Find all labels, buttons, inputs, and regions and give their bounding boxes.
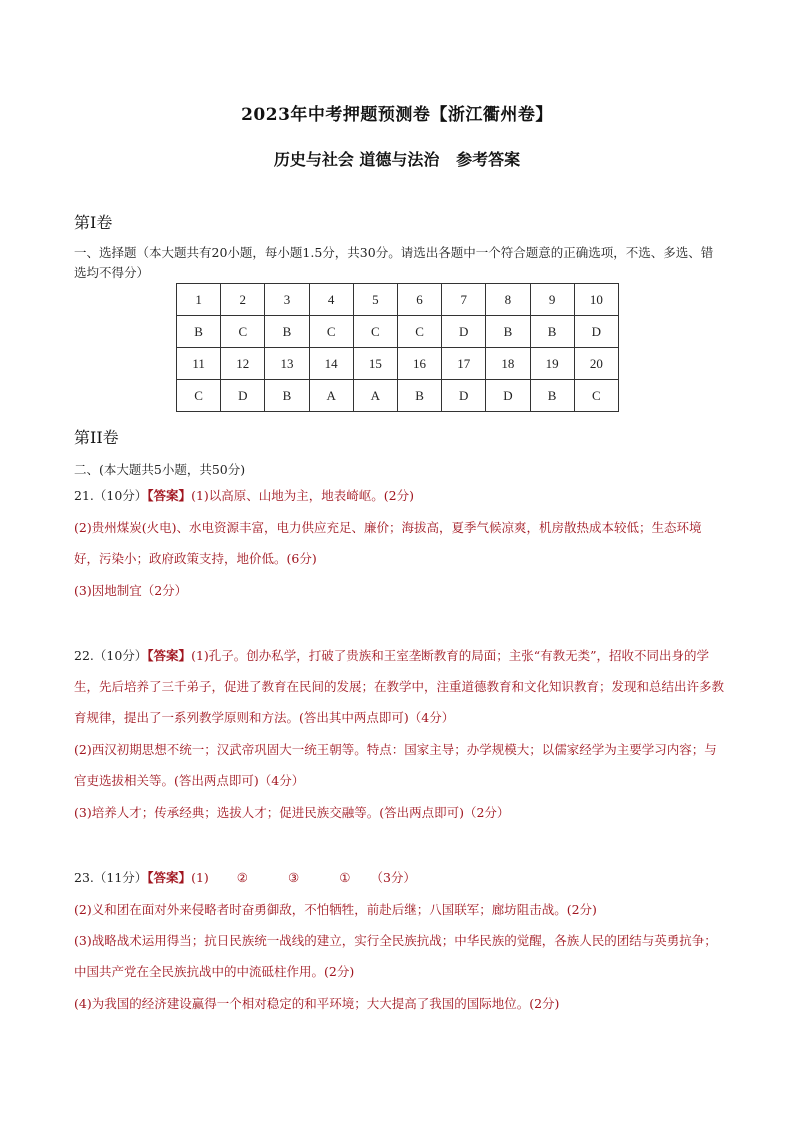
page-title: 2023年中考押题预测卷【浙江衢州卷】	[241, 105, 553, 125]
answer-letter-cell: B	[177, 316, 221, 348]
question-number-cell: 2	[221, 284, 265, 316]
answer-letter-cell: D	[442, 316, 486, 348]
question-number-cell: 8	[486, 284, 530, 316]
question-number-row	[177, 348, 619, 380]
q22-part-3: (3)培养人才；传承经典；选拔人才；促进民族交融等。(答出两点即可)（2分）	[74, 805, 510, 820]
answer-letter-cell: B	[397, 380, 441, 412]
question-number-cell: 20	[574, 348, 618, 380]
answer-letter-cell: C	[177, 380, 221, 412]
question-number-cell: 3	[265, 284, 309, 316]
q21-part-2: (2)贵州煤炭(火电)、水电资源丰富，电力供应充足、廉价；海拔高，夏季气候凉爽，机房散热成本较低；生态环境好，污染小；政府政策支持，地价低。(6分)	[74, 520, 702, 566]
page-subtitle: 历史与社会 道德与法治 参考答案	[273, 150, 521, 169]
answer-letter-cell: B	[265, 316, 309, 348]
q22-answer-tag: 【答案】	[147, 648, 192, 663]
answer-letter-cell: C	[353, 316, 397, 348]
question-number-cell: 11	[177, 348, 221, 380]
q22-part-1: (1)孔子。创办私学，打破了贵族和王室垄断教育的局面；主张“有教无类”，招收不同出身的学生，先后培养了三千弟子，促进了教育在民间的发展；在教学中，注重道德教育和文化知识教育；发现和总结出许多教育规律，提出了一系列教学原则和方法。(答出其中两点即可)（4分）	[74, 648, 725, 725]
answer-letter-cell: D	[221, 380, 265, 412]
question-number-cell: 15	[353, 348, 397, 380]
answer-letter-cell: C	[574, 380, 618, 412]
answer-letter-cell: C	[309, 316, 353, 348]
question-number-cell: 4	[309, 284, 353, 316]
q23-order-item: ③	[288, 870, 300, 885]
q23-number: 23.（11分）	[74, 870, 148, 885]
question-number-cell: 9	[530, 284, 574, 316]
part-one-heading: 第Ⅰ卷	[74, 213, 113, 232]
answer-letter-cell: B	[486, 316, 530, 348]
answer-letter-cell: C	[397, 316, 441, 348]
q23-answer-tag: 【答案】	[147, 870, 192, 885]
q21-part-3: (3)因地制宜（2分）	[74, 583, 188, 598]
answer-letter-cell: B	[530, 316, 574, 348]
answer-letter-cell: A	[309, 380, 353, 412]
question-number-cell: 18	[486, 348, 530, 380]
question-number-cell: 12	[221, 348, 265, 380]
part-two-section-title: 二、(本大题共5小题，共50分)	[74, 462, 246, 477]
answer-letter-cell: A	[353, 380, 397, 412]
q23-part-4: (4)为我国的经济建设赢得一个相对稳定的和平环境；大大提高了我国的国际地位。(2分)	[74, 996, 560, 1011]
q23-part-3: (3)战略战术运用得当；抗日民族统一战线的建立，实行全民族抗战；中华民族的觉醒，各族人民的团结与英勇抗争；中国共产党在全民族抗战中的中流砥柱作用。(2分)	[74, 933, 717, 979]
q23-part-1-prefix: (1)	[191, 870, 209, 885]
answer-letter-cell: B	[530, 380, 574, 412]
answer-letter-cell: B	[265, 380, 309, 412]
q22-number: 22.（10分）	[74, 648, 148, 663]
answer-letter-cell: D	[442, 380, 486, 412]
q23-order-item: ②	[236, 870, 248, 885]
question-number-row	[177, 284, 619, 316]
q23-part-1-score: （3分）	[370, 870, 416, 885]
q22-answer-1	[74, 640, 724, 733]
choice-answer-table	[176, 283, 619, 412]
q21-answer-tag: 【答案】	[147, 488, 192, 503]
question-number-cell: 10	[574, 284, 618, 316]
answer-letter-cell: D	[486, 380, 530, 412]
answer-letter-cell: D	[574, 316, 618, 348]
q21-answer-1	[74, 480, 724, 511]
question-number-cell: 1	[177, 284, 221, 316]
question-number-cell: 7	[442, 284, 486, 316]
q21-part-1: (1)以高原、山地为主，地表崎岖。(2分)	[191, 488, 414, 503]
answer-letter-row	[177, 316, 619, 348]
q23-answer-1	[74, 862, 724, 893]
question-number-cell: 19	[530, 348, 574, 380]
q21-number: 21.（10分）	[74, 488, 148, 503]
q22-part-2: (2)西汉初期思想不统一；汉武帝巩固大一统王朝等。特点：国家主导；办学规模大；以儒家经学为主要学习内容；与官吏选拔相关等。(答出两点即可)（4分）	[74, 742, 717, 788]
question-number-cell: 16	[397, 348, 441, 380]
q23-order-item: ①	[339, 870, 351, 885]
part-two-heading: 第II卷	[74, 428, 119, 447]
question-number-cell: 6	[397, 284, 441, 316]
question-number-cell: 17	[442, 348, 486, 380]
q23-part-2: (2)义和团在面对外来侵略者时奋勇御敌，不怕牺牲，前赴后继；八国联军；廊坊阻击战。(2分)	[74, 902, 597, 917]
question-number-cell: 14	[309, 348, 353, 380]
part-one-instructions: 一、选择题（本大题共有20小题，每小题1.5分，共30分。请选出各题中一个符合题意的正确选项，不选、多选、错选均不得分）	[74, 245, 714, 280]
question-number-cell: 5	[353, 284, 397, 316]
question-number-cell: 13	[265, 348, 309, 380]
answer-letter-row	[177, 380, 619, 412]
answer-letter-cell: C	[221, 316, 265, 348]
